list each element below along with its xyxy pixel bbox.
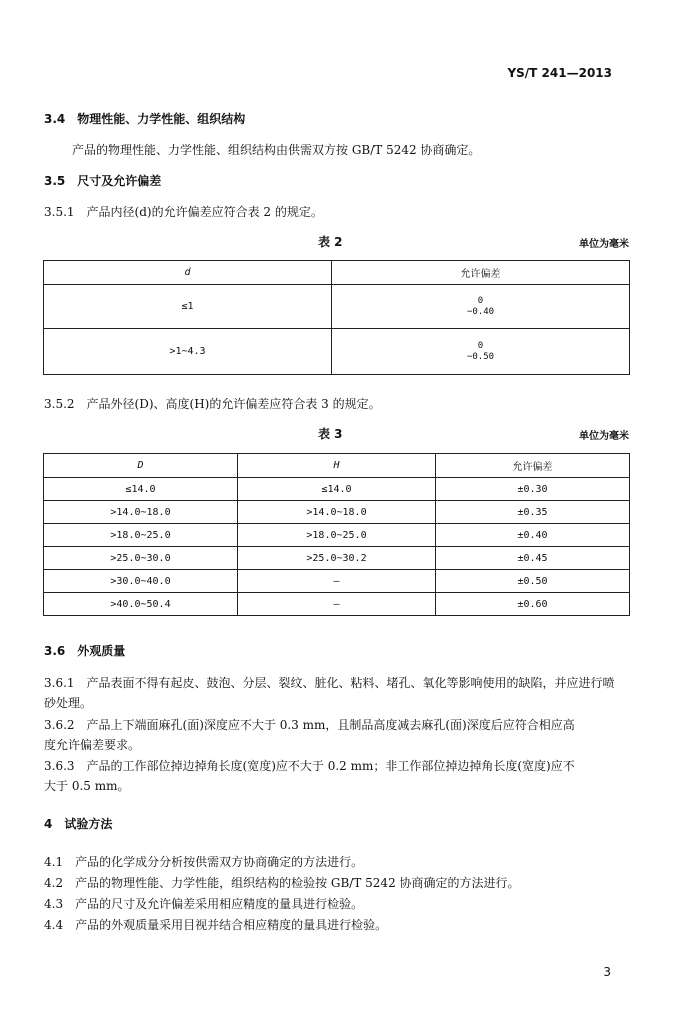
standard-code: YS/T 241—2013 bbox=[507, 66, 612, 80]
section-3-6-2-text: 3.6.2 产品上下端面麻孔(面)深度应不大于 0.3 mm，且制品高度减去麻孔(面)深度后应符合相应高 bbox=[44, 718, 575, 732]
section-3-5-title: 3.5 尺寸及允许偏差 bbox=[44, 174, 162, 188]
table-2-header-d: d bbox=[44, 261, 332, 285]
table-cell: — bbox=[238, 570, 436, 593]
section-3-4-text: 产品的物理性能、力学性能、组织结构由供需双方按 GB/T 5242 协商确定。 bbox=[72, 143, 481, 157]
section-3-5-2-text: 3.5.2 产品外径(D)、高度(H)的允许偏差应符合表 3 的规定。 bbox=[44, 397, 381, 411]
section-4-title: 4 试验方法 bbox=[44, 817, 113, 831]
table-cell: >18.0~25.0 bbox=[44, 524, 238, 547]
section-3-4-title: 3.4 物理性能、力学性能、组织结构 bbox=[44, 112, 246, 126]
table-2-unit: 单位为毫米 bbox=[579, 239, 629, 250]
section-4-4-text: 4.4 产品的外观质量采用目视并结合相应精度的量具进行检验。 bbox=[44, 918, 388, 932]
table-cell: ±0.40 bbox=[436, 524, 630, 547]
table-3-header-tolerance: 允许偏差 bbox=[436, 454, 630, 478]
table-row bbox=[44, 524, 630, 547]
table-cell: >30.0~40.0 bbox=[44, 570, 238, 593]
tolerance-upper: 0 bbox=[477, 340, 484, 351]
table-cell bbox=[332, 329, 630, 375]
table-2-caption: 表 2 bbox=[318, 235, 343, 249]
table-row bbox=[44, 501, 630, 524]
table-3-caption: 表 3 bbox=[318, 427, 343, 441]
table-row bbox=[44, 478, 630, 501]
table-row bbox=[44, 285, 630, 329]
section-4-2-text: 4.2 产品的物理性能、力学性能，组织结构的检验按 GB/T 5242 协商确定的方法进行。 bbox=[44, 876, 520, 890]
tolerance-lower: −0.40 bbox=[466, 306, 495, 317]
section-3-6-1-text: 3.6.1 产品表面不得有起皮、鼓泡、分层、裂纹、脏化、粘料、堵孔、氧化等影响使用的缺陷，并应进行喷 bbox=[44, 676, 615, 690]
table-3-header-H: H bbox=[238, 454, 436, 478]
table-row bbox=[44, 593, 630, 616]
table-cell: ≤1 bbox=[44, 285, 332, 329]
table-cell: ±0.30 bbox=[436, 478, 630, 501]
tolerance-upper: 0 bbox=[477, 295, 484, 306]
table-cell: ≤14.0 bbox=[238, 478, 436, 501]
table-cell: >18.0~25.0 bbox=[238, 524, 436, 547]
section-4-3-text: 4.3 产品的尺寸及允许偏差采用相应精度的量具进行检验。 bbox=[44, 897, 364, 911]
table-2 bbox=[43, 260, 630, 375]
table-cell: >25.0~30.2 bbox=[238, 547, 436, 570]
table-cell: >14.0~18.0 bbox=[238, 501, 436, 524]
page-number: 3 bbox=[603, 965, 611, 979]
table-cell: ≤14.0 bbox=[44, 478, 238, 501]
table-row bbox=[44, 570, 630, 593]
table-cell: >25.0~30.0 bbox=[44, 547, 238, 570]
section-3-5-1-text: 3.5.1 产品内径(d)的允许偏差应符合表 2 的规定。 bbox=[44, 205, 323, 219]
section-3-6-3-text: 3.6.3 产品的工作部位掉边掉角长度(宽度)应不大于 0.2 mm；非工作部位掉边掉角长度(宽度)应不 bbox=[44, 759, 575, 773]
table-3-header-D: D bbox=[44, 454, 238, 478]
table-row bbox=[44, 329, 630, 375]
table-row bbox=[44, 547, 630, 570]
table-cell: — bbox=[238, 593, 436, 616]
table-2-header-tolerance: 允许偏差 bbox=[332, 261, 630, 285]
table-cell: ±0.50 bbox=[436, 570, 630, 593]
table-cell: ±0.35 bbox=[436, 501, 630, 524]
table-cell: >1~4.3 bbox=[44, 329, 332, 375]
tolerance-lower: −0.50 bbox=[466, 351, 495, 362]
section-3-6-title: 3.6 外观质量 bbox=[44, 644, 126, 658]
table-cell: ±0.60 bbox=[436, 593, 630, 616]
table-cell bbox=[332, 285, 630, 329]
section-3-6-3-text-cont: 大于 0.5 mm。 bbox=[44, 779, 130, 793]
table-cell: >14.0~18.0 bbox=[44, 501, 238, 524]
table-3 bbox=[43, 453, 630, 616]
section-4-1-text: 4.1 产品的化学成分分析按供需双方协商确定的方法进行。 bbox=[44, 855, 364, 869]
section-3-6-2-text-cont: 度允许偏差要求。 bbox=[44, 738, 141, 752]
table-cell: ±0.45 bbox=[436, 547, 630, 570]
section-3-6-1-text-cont: 砂处理。 bbox=[44, 696, 93, 710]
table-cell: >40.0~50.4 bbox=[44, 593, 238, 616]
table-3-unit: 单位为毫米 bbox=[579, 431, 629, 442]
